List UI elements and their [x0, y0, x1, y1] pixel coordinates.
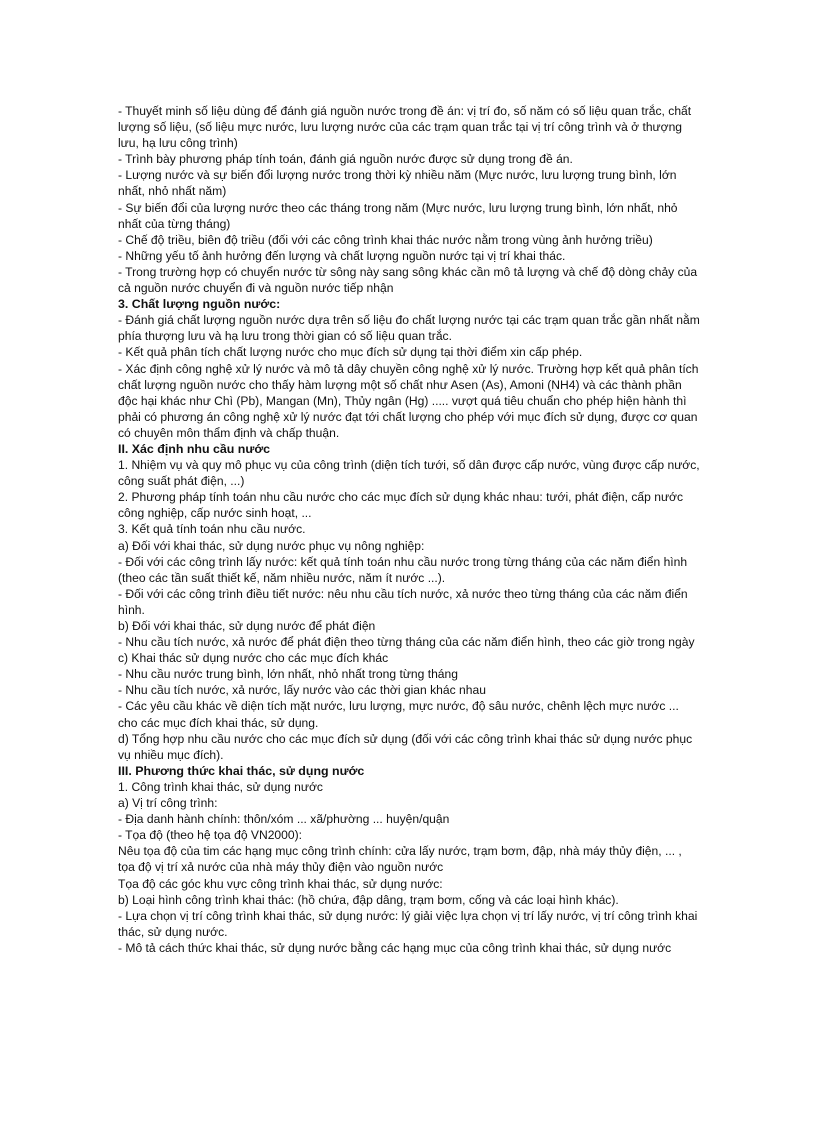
document-page: [118, 103, 700, 956]
paragraph-line: - Nhu cầu tích nước, xả nước để phát điện theo từng tháng của các năm điển hình, theo các giờ trong ngày: [118, 635, 695, 650]
paragraph-line: b) Đối với khai thác, sử dụng nước để phát điện: [118, 619, 376, 633]
paragraph-line: - Trong trường hợp có chuyển nước từ sông này sang sông khác cần mô tả lượng và chế độ dòng chảy của cả nguồn nước chuyển đi và nguồn nước tiếp nhận: [118, 264, 698, 296]
paragraph-line: 3. Kết quả tính toán nhu cầu nước.: [118, 522, 306, 537]
paragraph-line: - Trình bày phương pháp tính toán, đánh giá nguồn nước được sử dụng trong đề án.: [118, 152, 573, 167]
paragraph-line: 1. Công trình khai thác, sử dụng nước: [118, 779, 323, 794]
paragraph-line: - Lượng nước và sự biến đổi lượng nước trong thời kỳ nhiều năm (Mực nước, lưu lượng trung bình, lớn nhất, nhỏ nhất năm): [118, 168, 677, 199]
paragraph-line: d) Tổng hợp nhu cầu nước cho các mục đích sử dụng (đối với các công trình khai thác sử dụng nước phục vụ nhiều mục đích).: [118, 731, 693, 762]
paragraph-line: - Sự biến đổi của lượng nước theo các tháng trong năm (Mực nước, lưu lượng trung bình, lớn nhất, nhỏ nhất của từng tháng): [118, 200, 678, 231]
paragraph-line: - Địa danh hành chính: thôn/xóm ... xã/phường ... huyện/quận: [118, 812, 450, 827]
paragraph-line: - Đối với các công trình lấy nước: kết quả tính toán nhu cầu nước trong từng tháng của các năm điển hình (theo các tần suất thiết kế, năm nhiều nước, năm ít nước ...).: [118, 554, 688, 585]
section-heading: 3. Chất lượng nguồn nước:: [118, 297, 281, 312]
paragraph-line: - Kết quả phân tích chất lượng nước cho mục đích sử dụng tại thời điểm xin cấp phép.: [118, 345, 583, 360]
paragraph-line: c) Khai thác sử dụng nước cho các mục đích khác: [118, 651, 389, 666]
paragraph-line: Nêu tọa độ của tim các hạng mục công trình chính: cửa lấy nước, trạm bơm, đập, nhà máy thủy điện, ... , tọa độ vị trí xả nước của nhà máy thủy điện vào nguồn nước: [118, 844, 682, 875]
paragraph-line: - Nhu cầu tích nước, xả nước, lấy nước vào các thời gian khác nhau: [118, 683, 486, 698]
paragraph-line: - Lựa chọn vị trí công trình khai thác, sử dụng nước: lý giải việc lựa chọn vị trí lấy nước, vị trí công trình khai thác, sử dụng nước.: [118, 908, 698, 939]
paragraph-line: 1. Nhiệm vụ và quy mô phục vụ của công trình (diện tích tưới, số dân được cấp nước, vùng được cấp nước, công suất phát điện, ...): [118, 458, 700, 489]
paragraph-line: a) Đối với khai thác, sử dụng nước phục vụ nông nghiệp:: [118, 538, 425, 553]
paragraph-line: - Đối với các công trình điều tiết nước: nêu nhu cầu tích nước, xả nước theo từng tháng của các năm điển hình.: [118, 586, 688, 617]
paragraph-line: - Những yếu tố ảnh hưởng đến lượng và chất lượng nguồn nước tại vị trí khai thác.: [118, 248, 566, 263]
paragraph-line: - Thuyết minh số liệu dùng để đánh giá nguồn nước trong đề án: vị trí đo, số năm có số liệu quan trắc, chất lượng số liệu, (số liệu mực nước, lưu lượng nước của các trạm quan trắc tại vị trí công trình và ở thượng lưu, hạ lưu công trình): [118, 104, 692, 151]
paragraph-line: - Nhu cầu nước trung bình, lớn nhất, nhỏ nhất trong từng tháng: [118, 667, 458, 682]
section-heading: III. Phương thức khai thác, sử dụng nước: [118, 763, 365, 778]
paragraph-line: 2. Phương pháp tính toán nhu cầu nước cho các mục đích sử dụng khác nhau: tưới, phát điện, cấp nước công nghiệp, cấp nước sinh hoạt, ...: [118, 490, 684, 521]
paragraph-line: a) Vị trí công trình:: [118, 796, 218, 811]
paragraph-line: - Các yêu cầu khác về diện tích mặt nước, lưu lượng, mực nước, độ sâu nước, chênh lệch mực nước ... cho các mục đích khai thác, sử dụng.: [118, 699, 679, 730]
paragraph-line: - Tọa độ (theo hệ tọa độ VN2000):: [118, 828, 302, 843]
paragraph-line: b) Loại hình công trình khai thác: (hồ chứa, đập dâng, trạm bơm, cống và các loại hình khác).: [118, 892, 619, 907]
paragraph-line: - Xác định công nghệ xử lý nước và mô tả dây chuyền công nghệ xử lý nước. Trường hợp kết quả phân tích chất lượng nguồn nước cho thấy hàm lượng một số chất như Asen (As), Amoni (NH4) và các thành phần độc hại khác như Chì (Pb), Mangan (Mn), Thủy ngân (Hg) ..... vượt quá tiêu chuẩn cho phép hiện hành thì phải có phương án công nghệ xử lý nước đạt tới chất lượng cho phép với mục đích sử dụng, được cơ quan có chuyên môn thẩm định và chấp thuận.: [118, 361, 699, 440]
section-heading: II. Xác định nhu cầu nước: [118, 441, 271, 456]
paragraph-line: - Mô tả cách thức khai thác, sử dụng nước bằng các hạng mục của công trình khai thác, sử dụng nước: [118, 940, 672, 955]
paragraph-line: Tọa độ các góc khu vực công trình khai thác, sử dụng nước:: [118, 876, 443, 891]
paragraph-line: - Chế độ triều, biên độ triều (đối với các công trình khai thác nước nằm trong vùng ảnh hưởng triều): [118, 232, 653, 247]
paragraph-line: - Đánh giá chất lượng nguồn nước dựa trên số liệu đo chất lượng nước tại các trạm quan trắc gần nhất nằm phía thượng lưu và hạ lưu trong thời gian có số liệu quan trắc.: [118, 313, 700, 344]
